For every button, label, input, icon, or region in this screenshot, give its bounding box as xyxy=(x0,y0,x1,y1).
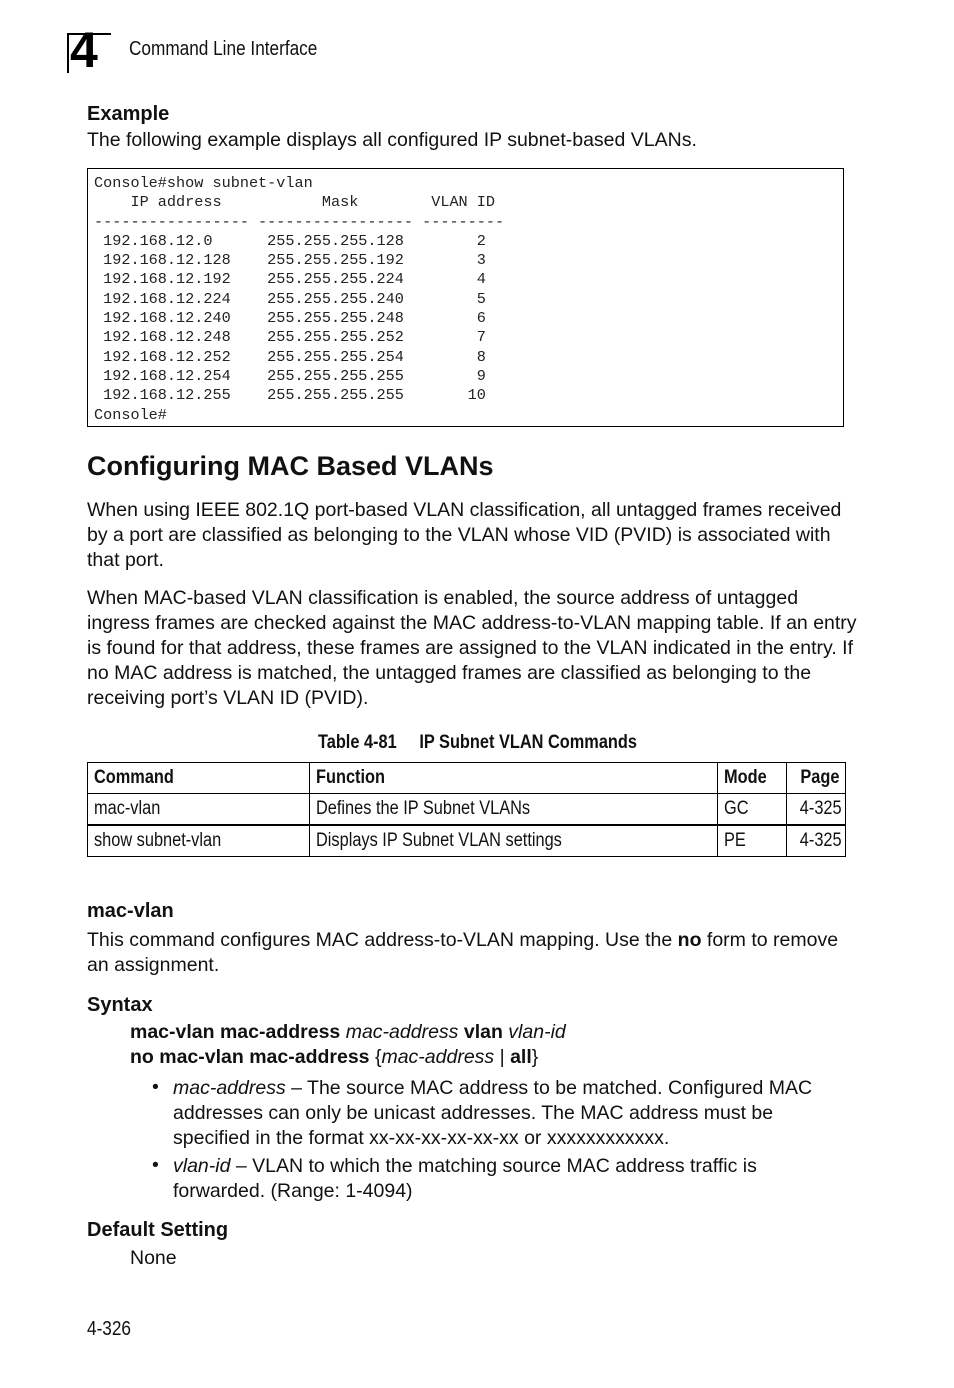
table-header-cell: Command xyxy=(88,763,310,794)
param-mac-address: mac-address – The source MAC address to be matched. Configured MAC addresses can only be unicast addresses. The MAC address must be specified in the format xx-xx-xx-xx-xx-xx or xxxxxxxxxxxx. xyxy=(173,1077,813,1149)
table-cell: mac-vlan xyxy=(88,794,310,826)
example-intro: The following example displays all configured IP subnet-based VLANs. xyxy=(87,129,697,151)
syntax-line-1: mac-vlan mac-address mac-address vlan vlan-id xyxy=(130,1021,566,1043)
table-cell: GC xyxy=(718,794,787,826)
param-vlan-id: vlan-id – VLAN to which the matching source MAC address traffic is forwarded. (Range: 1-4094) xyxy=(173,1155,757,1202)
table-cell: PE xyxy=(718,825,787,857)
syntax-line-2: no mac-vlan mac-address {mac-address | all} xyxy=(130,1046,539,1068)
syntax-heading: Syntax xyxy=(87,994,153,1016)
table-header-cell: Page xyxy=(787,763,846,794)
table-cell: show subnet-vlan xyxy=(88,825,310,857)
section-paragraph-2: When MAC-based VLAN classification is enabled, the source address of untagged ingress frames are checked against the MAC address-to-VLAN mapping table. If an entry is found for that address, these frames are assigned to the VLAN indicated in the entry. If no MAC address is matched, the untagged frames are classified as belonging to the receiving port’s VLAN ID (PVID). xyxy=(87,587,857,709)
console-output: Console#show subnet-vlan IP address Mask VLAN ID ----------------- ----------------- --------- 192.168.12.0 255.255.255.128 2 192.168.12.128 255.255.255.192 3 192.168.12.192 255.255.255.224 4 192.168.12.224 255.255.255.240 5 192.168.12.240 255.255.255.248 6 192.168.12.248 255.255.255.252 7 192.168.12.252 255.255.255.254 8 192.168.12.254 255.255.255.255 9 192.168.12.255 255.255.255.255 10 Console# xyxy=(94,174,505,424)
table-header-cell: Mode xyxy=(718,763,787,794)
table-caption: Table 4-81 IP Subnet VLAN Commands xyxy=(317,732,637,753)
table-header-cell: Function xyxy=(310,763,718,794)
table-cell: Displays IP Subnet VLAN settings xyxy=(310,825,718,857)
chapter-number: 4 xyxy=(70,22,98,78)
default-setting-heading: Default Setting xyxy=(87,1219,229,1241)
command-table xyxy=(87,762,846,857)
table-cell: Defines the IP Subnet VLANs xyxy=(310,794,718,826)
bullet-icon: • xyxy=(152,1076,159,1098)
example-heading: Example xyxy=(87,103,170,125)
table-row xyxy=(88,794,846,826)
default-setting-value: None xyxy=(130,1247,177,1269)
running-title: Command Line Interface xyxy=(129,38,318,60)
console-output-box xyxy=(87,168,844,427)
section-paragraph-1: When using IEEE 802.1Q port-based VLAN classification, all untagged frames received by a port are classified as belonging to the VLAN whose VID (PVID) is associated with that port. xyxy=(87,499,842,571)
table-cell: 4-325 xyxy=(787,825,846,857)
table-header-row xyxy=(88,763,846,794)
command-description: This command configures MAC address-to-VLAN mapping. Use the no form to remove an assignment. xyxy=(87,929,839,976)
page-number: 4-326 xyxy=(87,1318,131,1340)
table-cell: 4-325 xyxy=(787,794,846,826)
section-title: Configuring MAC Based VLANs xyxy=(87,451,494,481)
table-row xyxy=(88,825,846,857)
bullet-icon: • xyxy=(152,1154,159,1176)
command-heading: mac-vlan xyxy=(87,900,174,922)
